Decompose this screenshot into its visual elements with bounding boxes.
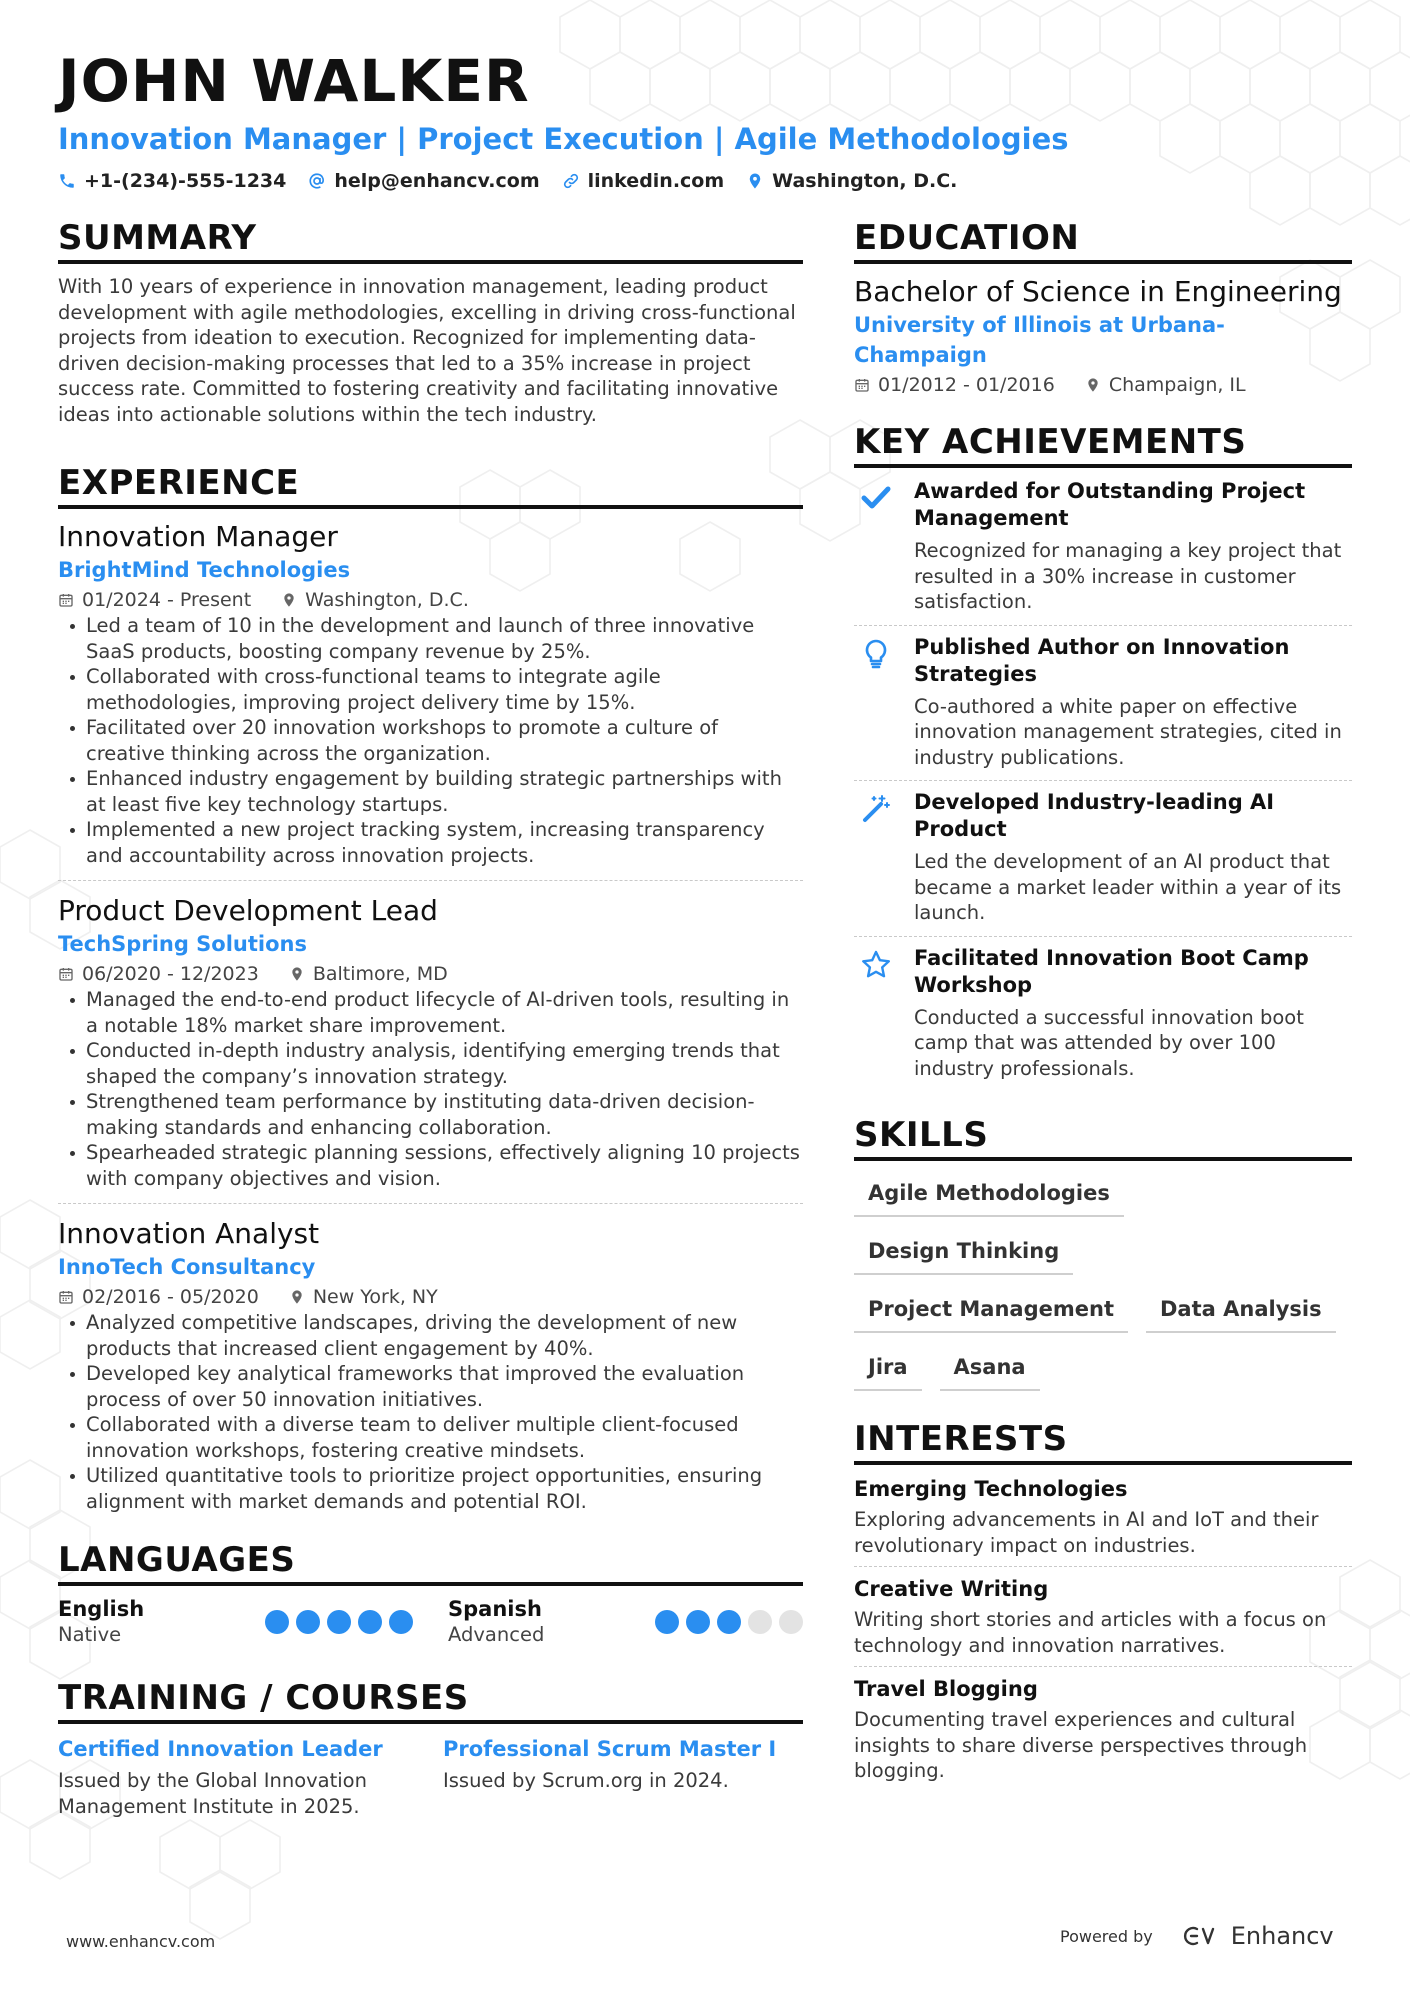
edu-school: University of Illinois at Urbana-Champaign [854,313,1225,367]
calendar-icon [58,592,74,608]
interest-title: Travel Blogging [854,1677,1038,1701]
job-location [289,1286,438,1308]
language-level: Advanced [448,1623,545,1646]
interest-item [854,1475,1352,1567]
edu-degree: Bachelor of Science in Engineering [854,275,1342,308]
edu-location-text: Champaign, IL [1108,374,1246,396]
languages-list [58,1596,803,1648]
job-dates [58,963,259,985]
languages-heading: LANGUAGES [58,1540,803,1586]
checkmark-icon [860,482,892,514]
achievement-item [854,937,1352,1092]
course-title: Professional Scrum Master I [443,1737,777,1761]
job-title: Innovation Analyst [58,1217,320,1250]
job-entry [58,519,803,881]
job-bullet: Collaborated with cross-functional teams to integrate agile methodologies, improving project delivery time by 15%. [58,664,803,715]
rating-dot-filled [327,1610,351,1634]
interests-section [854,1419,1352,1792]
job-bullet: Conducted in-depth industry analysis, identifying emerging trends that shaped the company’s innovation strategy. [58,1038,803,1089]
job-dates-text: 06/2020 - 12/2023 [82,963,259,985]
experience-heading: EXPERIENCE [58,463,803,509]
achievement-desc: Led the development of an AI product that became a market leader within a year of its launch. [914,850,1342,924]
achievement-title: Published Author on Innovation Strategies [914,634,1290,686]
link-icon [562,172,580,190]
rating-dot-empty [779,1610,803,1634]
skill-tag: Agile Methodologies [854,1173,1124,1217]
job-location [281,589,469,611]
interest-title: Creative Writing [854,1577,1049,1601]
rating-dot-filled [265,1610,289,1634]
rating-dot-filled [717,1610,741,1634]
languages-section [58,1540,803,1648]
achievement-desc: Recognized for managing a key project that resulted in a 30% increase in customer satisfaction. [914,539,1342,613]
interest-desc: Writing short stories and articles with a focus on technology and innovation narratives. [854,1608,1327,1657]
achievement-title: Developed Industry-leading AI Product [914,790,1275,841]
job-bullets [58,1310,803,1514]
job-bullet: Strengthened team performance by instituting data-driven decision-making standards and enhancing collaboration. [58,1089,803,1140]
magic-wand-icon [860,793,892,825]
calendar-icon [854,377,870,393]
job-meta [58,589,803,611]
job-company: BrightMind Technologies [58,558,351,582]
language-name: Spanish [448,1597,542,1621]
location-text: Washington, D.C. [772,170,958,192]
achievements-heading: KEY ACHIEVEMENTS [854,422,1352,468]
job-bullet: Utilized quantitative tools to prioritize project opportunities, ensuring alignment with market demands and potential ROI. [58,1463,803,1514]
phone-icon [58,172,76,190]
brand-name: Enhancv [1230,1922,1334,1950]
language-item [58,1596,413,1648]
interest-desc: Documenting travel experiences and cultural insights to share diverse perspectives through blogging. [854,1708,1308,1782]
job-entry [58,893,803,1204]
course-title: Certified Innovation Leader [58,1737,383,1761]
rating-dot-empty [748,1610,772,1634]
job-location-text: New York, NY [312,1286,438,1308]
courses-list [58,1734,803,1819]
job-bullet: Enhanced industry engagement by building strategic partnerships with at least five key technology startups. [58,766,803,817]
edu-location [1085,374,1246,396]
location-pin-icon [746,172,764,190]
job-bullet: Implemented a new project tracking system, increasing transparency and accountability across innovation projects. [58,817,803,868]
candidate-name: JOHN WALKER [58,47,530,115]
summary-section [58,218,803,427]
job-dates [58,1286,259,1308]
location-pin-icon [289,1289,305,1305]
job-dates-text: 02/2016 - 05/2020 [82,1286,259,1308]
language-name: English [58,1597,145,1621]
job-title: Product Development Lead [58,894,438,927]
job-bullet: Spearheaded strategic planning sessions, effectively aligning 10 projects with company objectives and vision. [58,1140,803,1191]
skill-tag: Data Analysis [1146,1289,1336,1333]
education-section [854,218,1352,396]
brand-logo[interactable] [1177,1922,1334,1950]
job-dates [58,589,251,611]
course-desc: Issued by the Global Innovation Management Institute in 2025. [58,1769,367,1818]
rating-dot-filled [655,1610,679,1634]
language-item [448,1596,803,1648]
job-entry [58,1216,803,1526]
skills-list [854,1171,1352,1391]
location-pin-icon [1085,377,1101,393]
skills-heading: SKILLS [854,1115,1352,1161]
interest-title: Emerging Technologies [854,1477,1128,1501]
training-heading: TRAINING / COURSES [58,1678,803,1724]
job-bullet: Developed key analytical frameworks that improved the evaluation process of over 50 innovation initiatives. [58,1361,803,1412]
star-icon [860,949,892,981]
job-company: TechSpring Solutions [58,932,307,956]
edu-dates-text: 01/2012 - 01/2016 [878,374,1055,396]
job-company: InnoTech Consultancy [58,1255,316,1279]
linkedin-text: linkedin.com [587,170,725,192]
footer-branding [1060,1922,1334,1950]
experience-section [58,463,803,1526]
skills-section [854,1115,1352,1391]
achievement-item [854,781,1352,937]
job-title: Innovation Manager [58,520,338,553]
language-level: Native [58,1623,122,1646]
rating-dot-filled [358,1610,382,1634]
summary-heading: SUMMARY [58,218,803,264]
job-location-text: Washington, D.C. [305,589,469,611]
achievement-title: Facilitated Innovation Boot Camp Workshop [914,945,1309,997]
rating-dot-filled [686,1610,710,1634]
course-desc: Issued by Scrum.org in 2024. [443,1769,729,1792]
phone-text: +1-(234)-555-1234 [84,170,287,192]
calendar-icon [58,966,74,982]
job-dates-text: 01/2024 - Present [82,589,252,611]
education-heading: EDUCATION [854,218,1352,264]
achievement-desc: Co-authored a white paper on effective innovation management strategies, cited in industry publications. [914,694,1342,769]
job-bullets [58,987,803,1191]
footer-website[interactable]: www.enhancv.com [66,1932,216,1951]
candidate-title: Innovation Manager | Project Execution | Agile Methodologies [58,122,1069,156]
interest-item [854,1575,1352,1667]
language-rating [655,1610,803,1634]
job-bullet: Analyzed competitive landscapes, driving the development of new products that increased client engagement by 40%. [58,1310,803,1361]
job-bullet: Facilitated over 20 innovation workshops to promote a culture of creative thinking across the organization. [58,715,803,766]
contact-linkedin[interactable] [562,170,725,192]
right-column [854,218,1352,1800]
location-pin-icon [281,592,297,608]
course-item [58,1734,418,1819]
job-meta [58,963,803,985]
contact-phone[interactable] [58,170,286,192]
achievements-section [854,422,1352,1091]
course-item [443,1734,803,1819]
skill-tag: Design Thinking [854,1231,1073,1275]
location-pin-icon [289,966,305,982]
email-text: help@enhancv.com [334,170,540,192]
rating-dot-filled [389,1610,413,1634]
resume-header [58,46,1358,192]
interests-heading: INTERESTS [854,1419,1352,1465]
skill-tag: Jira [854,1347,922,1391]
enhancv-logo-icon [1177,1923,1223,1949]
achievement-item [854,626,1352,782]
at-sign-icon [308,172,326,190]
contact-bar [58,170,1358,192]
job-bullet: Managed the end-to-end product lifecycle of AI-driven tools, resulting in a notable 18% market share improvement. [58,987,803,1038]
edu-meta [854,374,1352,396]
rating-dot-filled [296,1610,320,1634]
skill-tag: Project Management [854,1289,1128,1333]
interest-item [854,1675,1352,1792]
left-column [58,218,803,1819]
job-bullets [58,613,803,868]
job-location-text: Baltimore, MD [312,963,448,985]
skill-tag: Asana [940,1347,1040,1391]
contact-location [746,170,957,192]
achievement-desc: Conducted a successful innovation boot camp that was attended by over 100 industry professionals. [914,1005,1304,1080]
lightbulb-icon [860,638,892,670]
job-location [289,963,448,985]
summary-text: With 10 years of experience in innovation management, leading product development with agile methodologies, excelling in driving cross-functional projects from ideation to execution. Recognized for implementing data-driven decision-making processes that led to a 35% increase in project success rate. Committed to fostering creativity and facilitating innovative ideas into actionable solutions within the tech industry. [58,275,796,426]
job-bullet: Collaborated with a diverse team to deliver multiple client-focused innovation workshops, fostering creative mindsets. [58,1412,803,1463]
job-meta [58,1286,803,1308]
powered-by-text: Powered by [1060,1926,1153,1946]
language-rating [265,1610,413,1634]
achievement-item [854,470,1352,626]
interest-desc: Exploring advancements in AI and IoT and their revolutionary impact on industries. [854,1508,1319,1557]
job-bullet: Led a team of 10 in the development and launch of three innovative SaaS products, boosting company revenue by 25%. [58,613,803,664]
training-section [58,1678,803,1819]
contact-email[interactable] [308,170,539,192]
achievement-title: Awarded for Outstanding Project Management [914,479,1306,530]
calendar-icon [58,1289,74,1305]
edu-dates [854,374,1055,396]
